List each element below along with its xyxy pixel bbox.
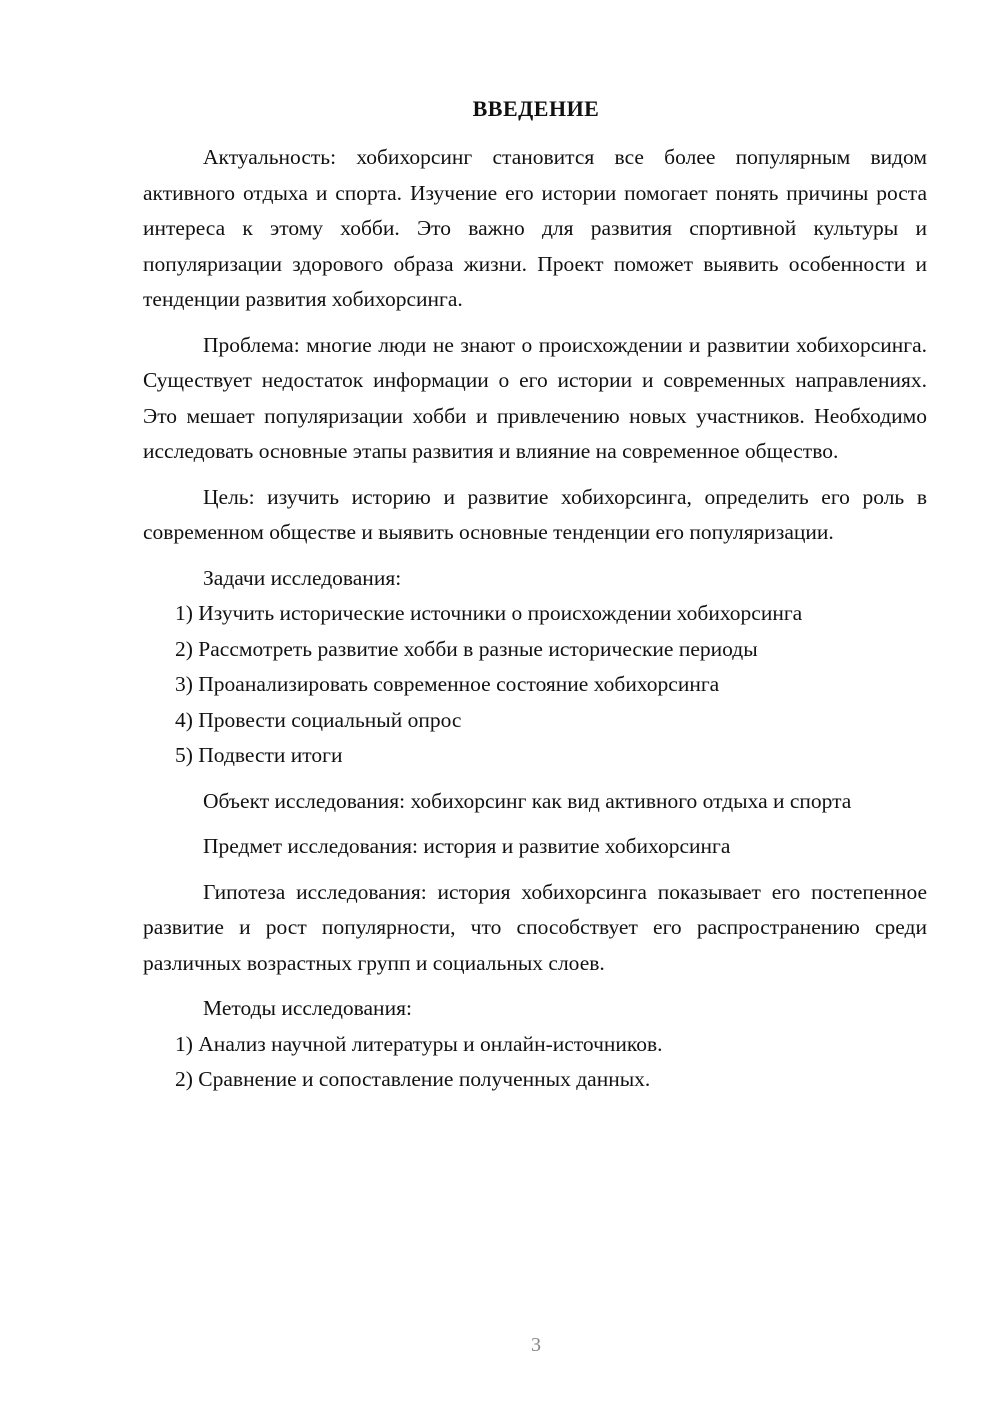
hypothesis-paragraph: Гипотеза исследования: история хобихорсинга показывает его постепенное развитие и рост популярности, что способствует его распространению среди различных возрастных групп и социальных слоев.	[143, 879, 927, 975]
list-item: 2) Рассмотреть развитие хобби в разные исторические периоды	[175, 636, 758, 661]
list-item: 1) Изучить исторические источники о происхождении хобихорсинга	[175, 601, 803, 625]
subject-paragraph: Предмет исследования: история и развитие хобихорсинга	[203, 834, 731, 858]
list-item: 2) Сравнение и сопоставление полученных данных.	[175, 1067, 651, 1091]
page-number: 3	[531, 1334, 541, 1356]
list-item: 3) Проанализировать современное состояние хобихорсинга	[175, 672, 720, 696]
object-paragraph: Объект исследования: хобихорсинг как вид активного отдыха и спорта	[203, 788, 852, 813]
document-body	[143, 140, 927, 1098]
problem-paragraph: Проблема: многие люди не знают о происхождении и развитии хобихорсинга. Существует недостаток информации о его истории и современных направлениях. Это мешает популяризации хобби и привлечению новых участников. Необходимо исследовать основные этапы развития и влияние на современное общество.	[143, 332, 927, 463]
relevance-paragraph: Актуальность: хобихорсинг становится все более популярным видом активного отдыха и спорта. Изучение его истории помогает понять причины роста интереса к этому хобби. Это важно для развития спортивной культуры и популяризации здорового образа жизни. Проект поможет выявить особенности и тенденции развития хобихорсинга.	[143, 145, 927, 311]
methods-heading: Методы исследования:	[203, 996, 412, 1020]
list-item: 5) Подвести итоги	[175, 743, 343, 767]
list-item: 4) Провести социальный опрос	[175, 707, 462, 732]
methods-list	[143, 1027, 927, 1098]
goal-paragraph: Цель: изучить историю и развитие хобихорсинга, определить его роль в современном обществе и выявить основные тенденции его популяризации.	[143, 484, 927, 544]
section-title: ВВЕДЕНИЕ	[472, 96, 600, 121]
tasks-heading: Задачи исследования:	[203, 565, 402, 590]
list-item: 1) Анализ научной литературы и онлайн-источников.	[175, 1031, 663, 1056]
tasks-list	[143, 596, 927, 774]
